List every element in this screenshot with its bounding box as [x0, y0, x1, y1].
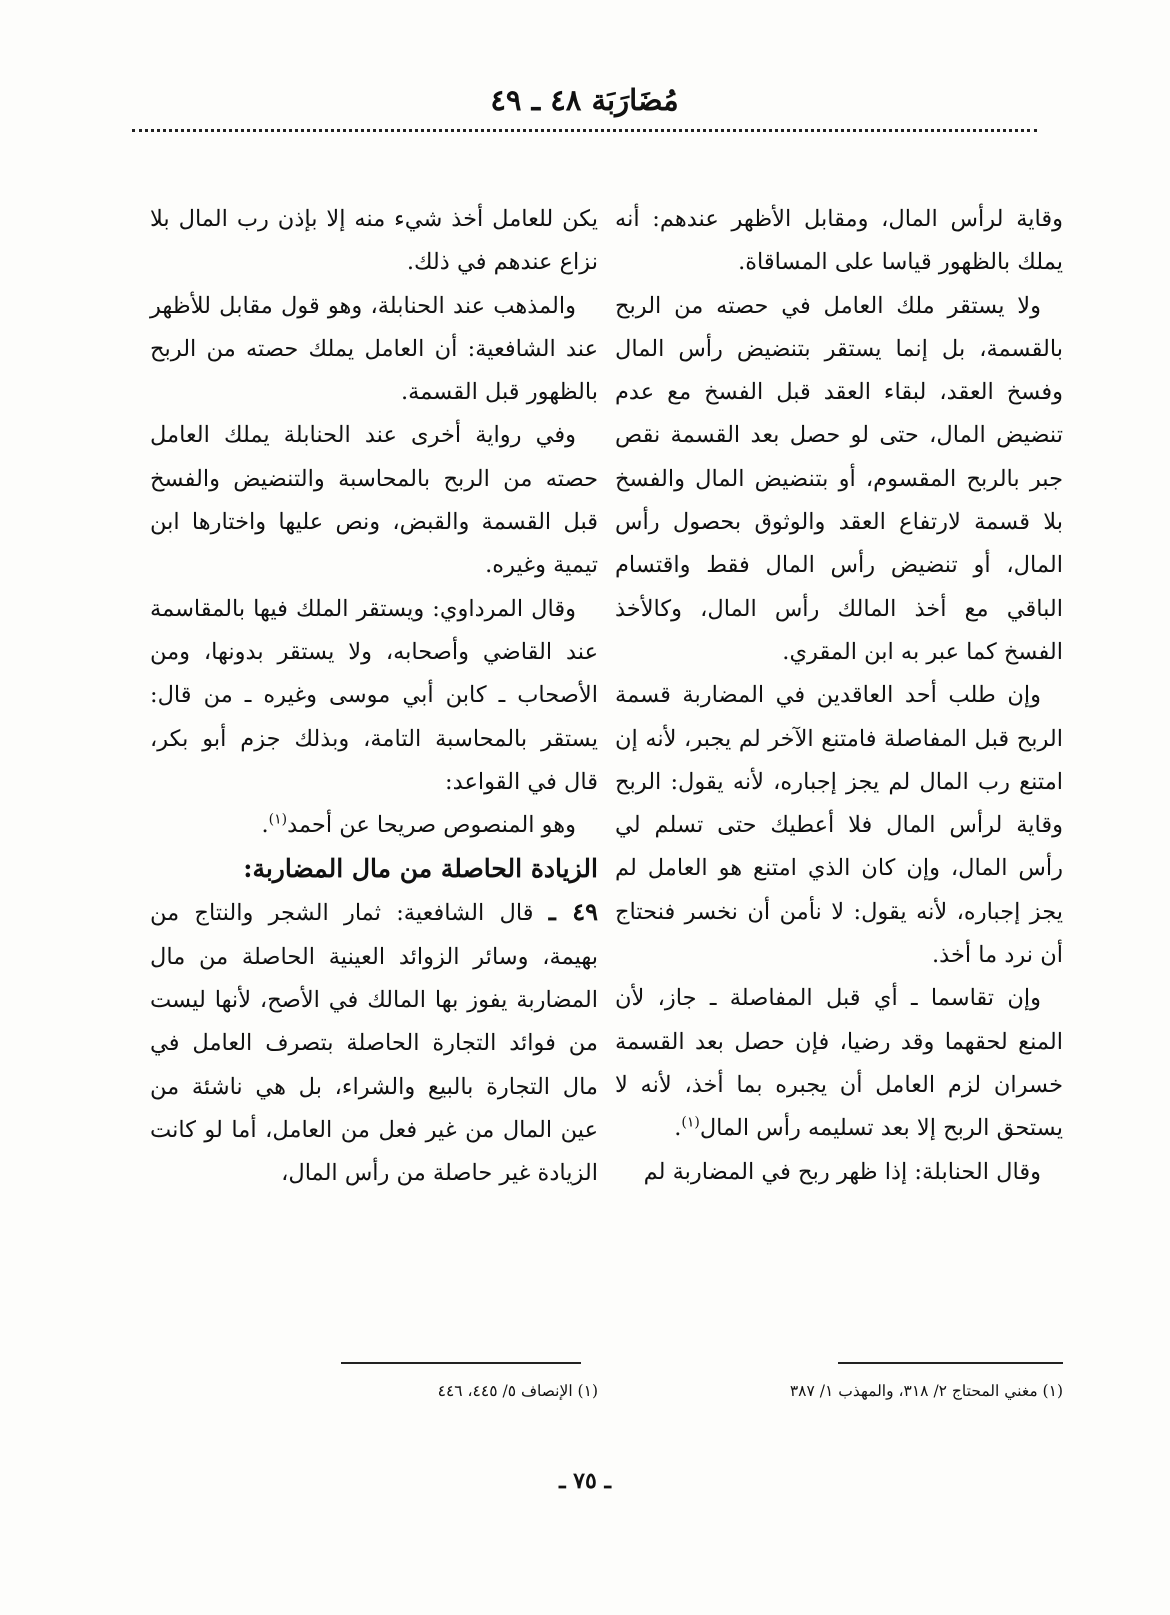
footnote-separator-left	[341, 1362, 581, 1364]
footnote-marker: (١)	[268, 811, 288, 828]
section-number: ٤٩ ـ	[548, 897, 598, 927]
footnote-separator-right	[838, 1362, 1063, 1364]
paragraph: وقال المرداوي: ويستقر الملك فيها بالمقاسمة عند القاضي وأصحابه، ولا يستقر بدونها، ومن الأصحاب ـ كابن أبي موسى وغيره ـ من قال: يستقر بالمحاسبة التامة، وبذلك جزم أبو بكر، قال في القواعد:	[150, 595, 598, 795]
footnote-right: (١) مغني المحتاج ٢/ ٣١٨، والمهذب ١/ ٣٨٧	[789, 1382, 1063, 1400]
footnote-left: (١) الإنصاف ٥/ ٤٤٥، ٤٤٦	[437, 1382, 598, 1400]
page-number: ـ ٧٥ ـ	[559, 1468, 611, 1494]
running-header	[132, 78, 1037, 132]
section-heading: الزيادة الحاصلة من مال المضاربة:	[243, 854, 598, 884]
quote-paragraph	[150, 804, 598, 847]
paragraph	[615, 977, 1063, 1150]
paragraph: ولا يستقر ملك العامل في حصته من الربح بالقسمة، بل إنما يستقر بتنضيض رأس المال وفسخ العقد، لبقاء العقد قبل الفسخ مع عدم تنضيض المال، حتى لو حصل بعد القسمة نقص جبر بالربح المقسوم، أو بتنضيض المال والفسخ بلا قسمة لارتفاع العقد والوثوق بحصول رأس المال، أو تنضيض رأس المال فقط واقتسام الباقي مع أخذ المالك رأس المال، وكالأخذ الفسخ كما عبر به ابن المقري.	[615, 292, 1063, 665]
paragraph: وقاية لرأس المال، ومقابل الأظهر عندهم: أنه يملك بالظهور قياسا على المساقاة.	[615, 206, 1063, 276]
paragraph-text: وهو المنصوص صريحا عن أحمد	[287, 812, 576, 839]
paragraph-text: قال الشافعية: ثمار الشجر والنتاج من بهيمة، وسائر الزوائد العينية الحاصلة من مال المضاربة يفوز بها المالك في الأصح، لأنها ليست من فوائد التجارة الحاصلة بتصرف العامل في مال التجارة بالبيع والشراء، بل هي ناشئة من عين المال من غير فعل من العامل، أما لو كانت الزيادة غير حاصلة من رأس المال،	[150, 900, 598, 1187]
header-dotted-rule	[132, 129, 1037, 132]
paragraph: وفي رواية أخرى عند الحنابلة يملك العامل حصته من الربح بالمحاسبة والتنضيض والفسخ قبل القسمة والقبض، ونص عليها واختارها ابن تيمية وغيره.	[150, 422, 598, 579]
section-paragraph	[150, 890, 598, 1195]
paragraph-text: وإن تقاسما ـ أي قبل المفاصلة ـ جاز، لأن المنع لحقهما وقد رضيا، فإن حصل بعد القسمة خسران لزم العامل أن يجبره بما أخذ، لأنه لا يستحق الربح إلا بعد تسليمه رأس المال	[615, 985, 1063, 1142]
period: .	[261, 812, 269, 839]
header-title: مُضَارَبَة ٤٨ ـ ٤٩	[490, 83, 679, 117]
left-column	[150, 198, 598, 1196]
paragraph: وإن طلب أحد العاقدين في المضاربة قسمة الربح قبل المفاصلة فامتنع الآخر لم يجبر، لأنه إن امتنع رب المال لم يجز إجباره، لأنه يقول: الربح وقاية لرأس المال فلا أعطيك حتى تسلم لي رأس المال، وإن كان الذي امتنع هو العامل لم يجز إجباره، لأنه يقول: لا نأمن أن نخسر فنحتاج أن نرد ما أخذ.	[615, 682, 1063, 969]
paragraph: يكن للعامل أخذ شيء منه إلا بإذن رب المال بلا نزاع عندهم في ذلك.	[150, 206, 598, 276]
paragraph: والمذهب عند الحنابلة، وهو قول مقابل للأظهر عند الشافعية: أن العامل يملك حصته من الربح بالظهور قبل القسمة.	[150, 292, 598, 406]
period: .	[674, 1115, 682, 1142]
right-column	[615, 198, 1063, 1194]
footnote-marker: (١)	[681, 1114, 700, 1131]
paragraph: وقال الحنابلة: إذا ظهر ربح في المضاربة لم	[643, 1158, 1041, 1185]
